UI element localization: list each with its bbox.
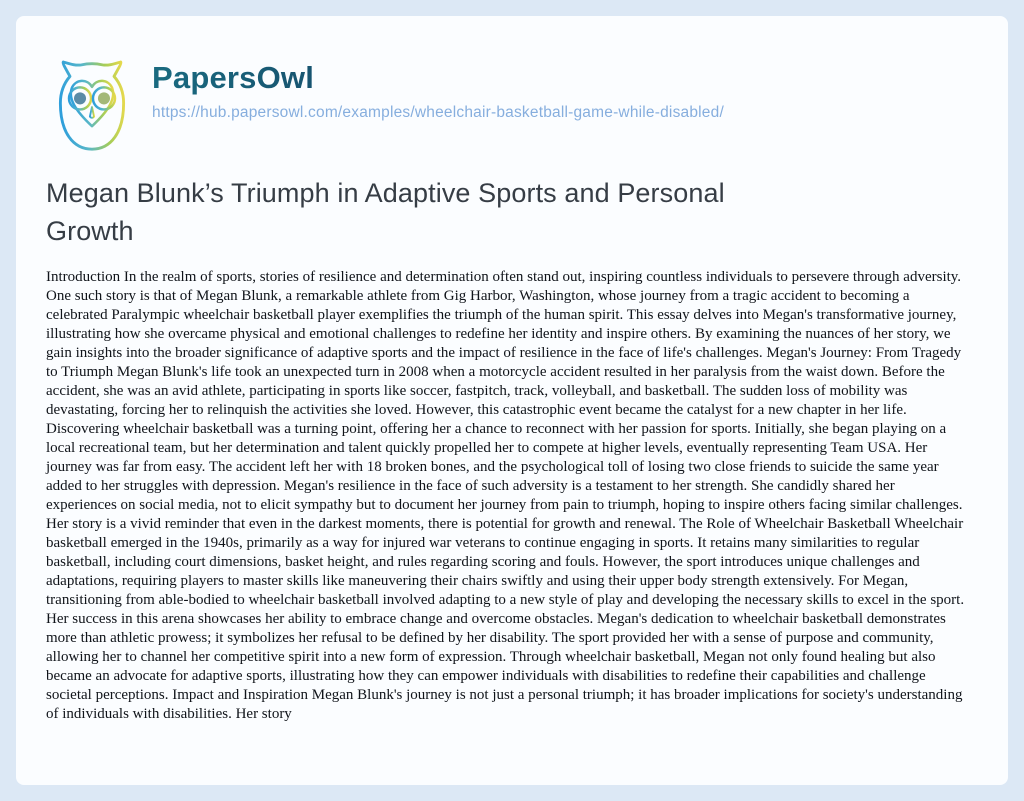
essay-body-text: Introduction In the realm of sports, stories of resilience and determination often stand out, inspiring countless individuals to persevere through adversity. One such story is that of Megan Blunk, a remarkable athlete from Gig Harbor, Washington, whose journey from a tragic accident to becoming a celebrated Paralympic wheelchair basketball player exemplifies the triumph of the human spirit. This essay delves into Megan's transformative journey, illustrating how she overcame physical and emotional challenges to redefine her identity and inspire others. By examining the nuances of her story, we gain insights into the broader significance of adaptive sports and the impact of resilience in the face of life's challenges. Megan's Journey: From Tragedy to Triumph Megan Blunk's life took an unexpected turn in 2008 when a motorcycle accident resulted in her paralysis from the waist down. Before the accident, she was an avid athlete, participating in sports like soccer, fastpitch, track, volleyball, and basketball. The sudden loss of mobility was devastating, forcing her to relinquish the activities she loved. However, this catastrophic event became the catalyst for a new chapter in her life. Discovering wheelchair basketball was a turning point, offering her a chance to reconnect with her passion for sports. Initially, she began playing on a local recreational team, but her determination and talent quickly propelled her to compete at higher levels, eventually representing Team USA. Her journey was far from easy. The accident left her with 18 broken bones, and the psychological toll of losing two close friends to suicide the same year added to her struggles with depression. Megan's resilience in the face of such adversity is a testament to her strength. She candidly shared her experiences on social media, not to elicit sympathy but to document her journey from pain to triumph, hoping to inspire others facing similar challenges. Her story is a vivid reminder that even in the darkest moments, there is potential for growth and renewal. The Role of Wheelchair Basketball Wheelchair basketball emerged in the 1940s, primarily as a way for injured war veterans to continue engaging in sports. It retains many similarities to regular basketball, including court dimensions, basket height, and rules regarding scoring and fouls. However, the sport introduces unique challenges and adaptations, requiring players to master skills like maneuvering their chairs swiftly and using their upper body strength extensively. For Megan, transitioning from able-bodied to wheelchair basketball involved adapting to a new style of play and developing the necessary skills to excel in the sport. Her success in this arena showcases her ability to embrace change and overcome obstacles. Megan's dedication to wheelchair basketball demonstrates more than athletic prowess; it symbolizes her refusal to be defined by her disability. The sport provided her with a sense of purpose and community, allowing her to channel her competitive spirit into a new form of expression. Through wheelchair basketball, Megan not only found healing but also became an advocate for adaptive sports, illustrating how they can empower individuals with disabilities to redefine their capabilities and challenge societal perceptions. Impact and Inspiration Megan Blunk's journey is not just a personal triumph; it has broader implications for society's understanding of individuals with disabilities. Her story	[46, 269, 965, 723]
essay-title: Megan Blunk’s Triumph in Adaptive Sports and Personal Growth	[46, 178, 725, 246]
owl-icon	[46, 58, 138, 158]
content-card	[16, 16, 1008, 785]
essay-article	[46, 174, 978, 724]
source-url-link[interactable]: https://hub.papersowl.com/examples/wheelchair-basketball-game-while-disabled/	[152, 103, 724, 121]
brand-block	[152, 60, 724, 122]
page-header	[46, 58, 1008, 158]
papersowl-logo[interactable]	[46, 58, 138, 158]
brand-name[interactable]: PapersOwl	[152, 60, 724, 96]
